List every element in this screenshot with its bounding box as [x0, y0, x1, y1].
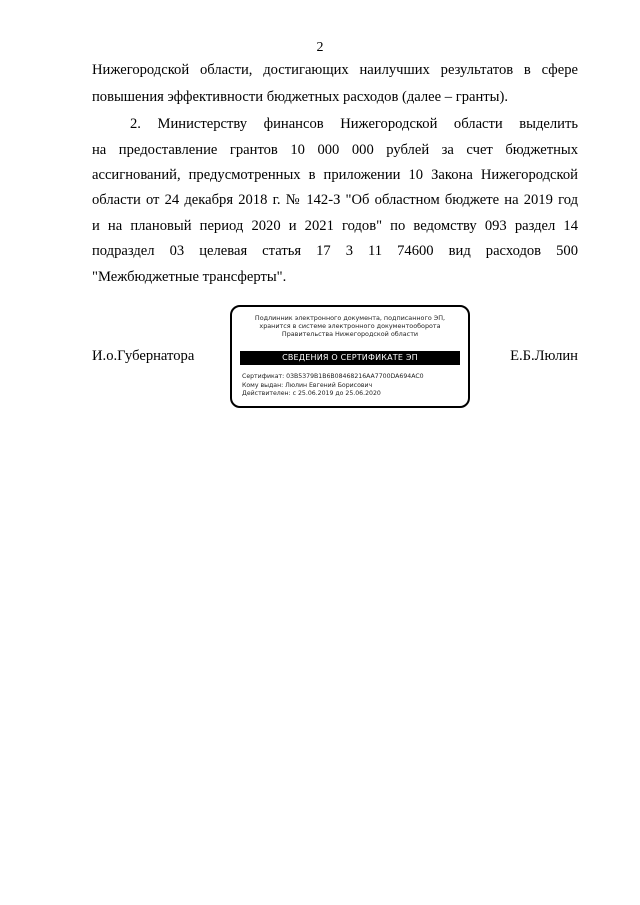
- stamp-issued-to: Кому выдан: Люлин Евгений Борисович: [242, 381, 373, 389]
- signer-name: Е.Б.Люлин: [510, 348, 578, 364]
- body-line: 2. Министерству финансов Нижегородской области выделить: [130, 116, 578, 132]
- body-line: области от 24 декабря 2018 г. № 142-З "Об областном бюджете на 2019 год: [92, 192, 578, 208]
- stamp-validity: Действителен: с 25.06.2019 до 25.06.2020: [242, 390, 381, 397]
- body-line: подраздел 03 целевая статья 17 3 11 74600 вид расходов 500: [92, 243, 578, 259]
- stamp-certificate: Сертификат: 03B5379B1B6B08468216AA7700DA694AC0: [242, 373, 424, 380]
- signer-title: И.о.Губернатора: [92, 348, 195, 364]
- body-line: ассигнований, предусмотренных в приложении 10 Закона Нижегородской: [92, 167, 578, 183]
- stamp-header-line: Правительства Нижегородской области: [281, 330, 419, 338]
- body-line: "Межбюджетные трансферты".: [92, 269, 287, 285]
- electronic-signature-stamp: [230, 305, 470, 408]
- body-line: Нижегородской области, достигающих наилучших результатов в сфере: [92, 62, 578, 78]
- stamp-banner: СВЕДЕНИЯ О СЕРТИФИКАТЕ ЭП: [240, 351, 460, 365]
- stamp-header-line: хранится в системе электронного документооборота: [259, 322, 441, 330]
- stamp-details: [242, 373, 424, 399]
- stamp-header-line: Подлинник электронного документа, подписанного ЭП,: [254, 314, 446, 322]
- page-number: 2: [316, 40, 324, 55]
- stamp-header: [232, 314, 468, 338]
- body-line: повышения эффективности бюджетных расходов (далее – гранты).: [92, 89, 508, 105]
- body-line: на предоставление грантов 10 000 000 рублей за счет бюджетных: [92, 142, 578, 158]
- body-line: и на плановый период 2020 и 2021 годов" по ведомству 093 раздел 14: [92, 218, 578, 234]
